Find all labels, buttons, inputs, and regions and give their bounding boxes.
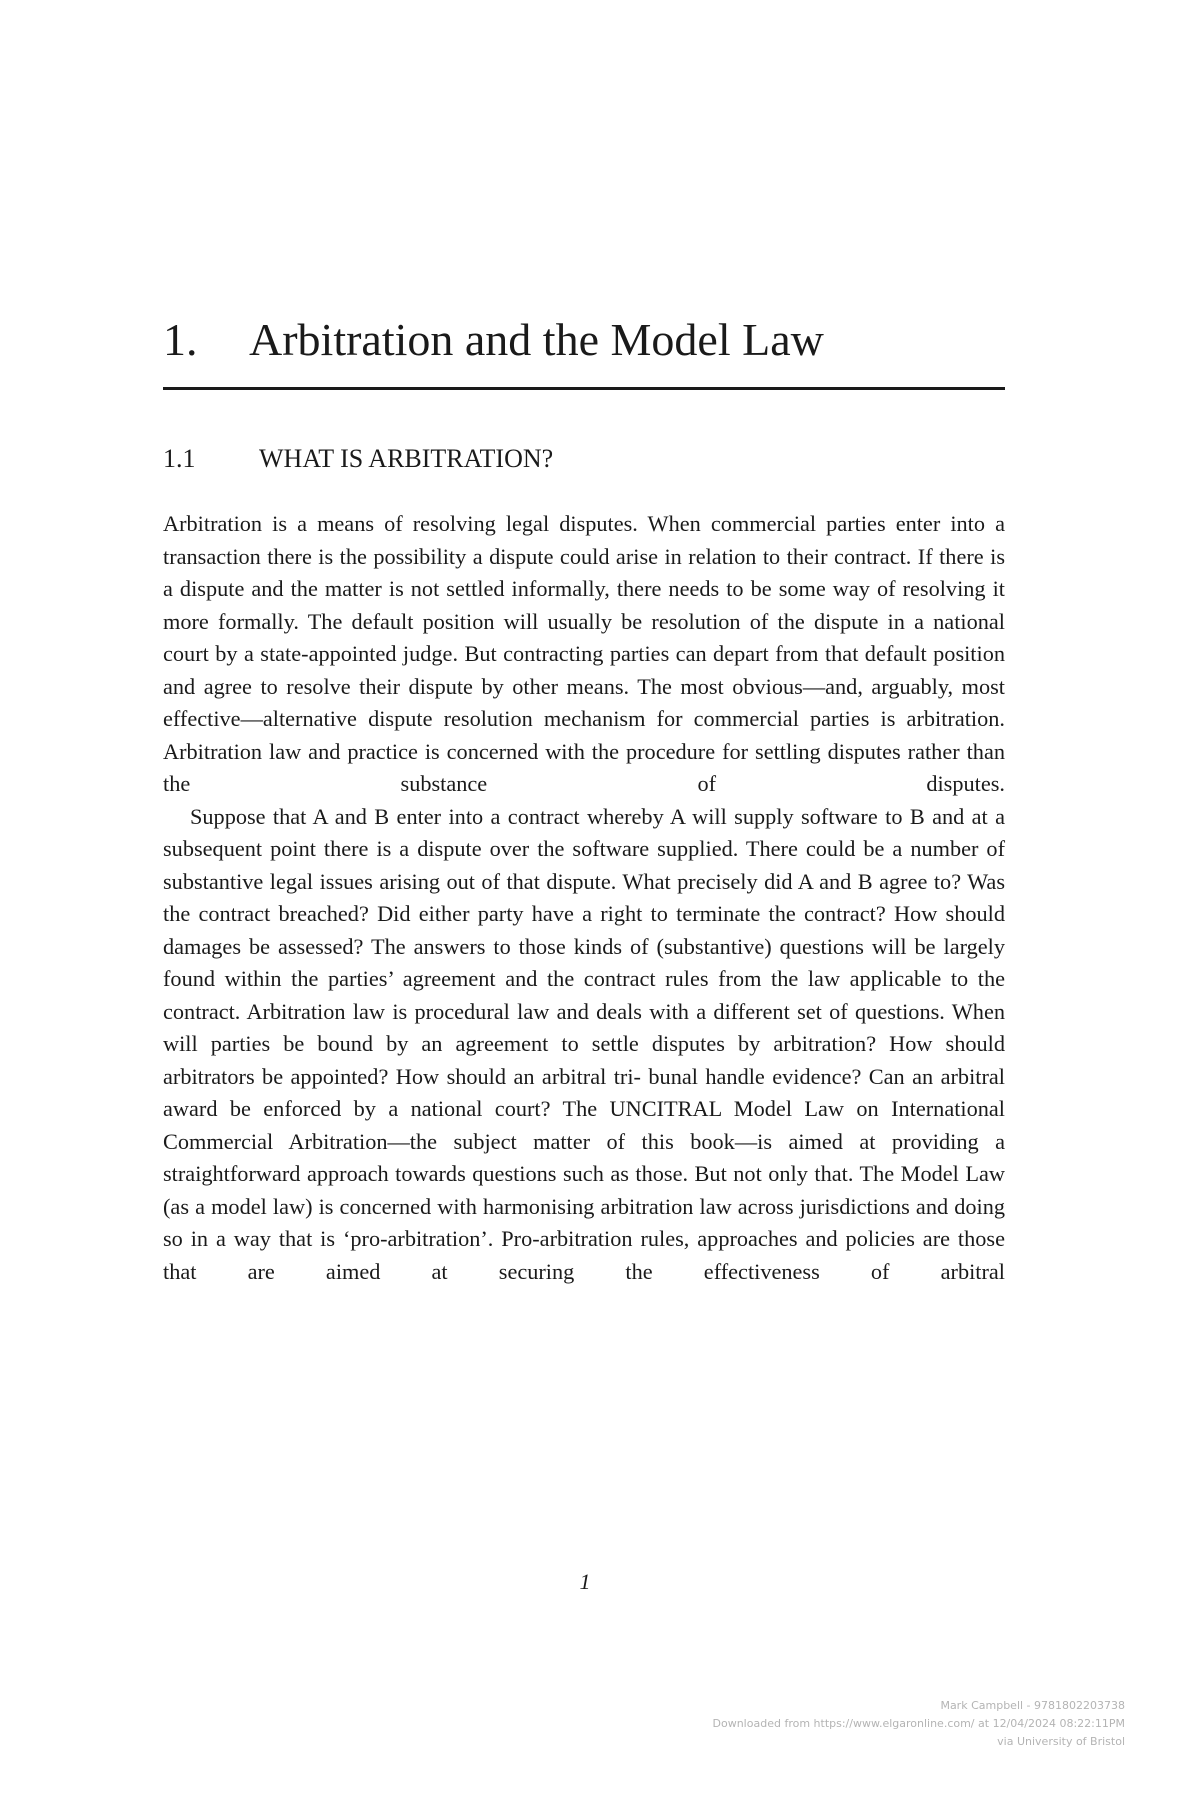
chapter-number: 1. — [163, 314, 198, 365]
watermark-author-line: Mark Campbell - 9781802203738 — [940, 1699, 1125, 1712]
watermark-download-line: Downloaded from https://www.elgaronline.com/ at 12/04/2024 08:22:11PM — [712, 1717, 1125, 1730]
watermark-institution-line: via University of Bristol — [997, 1735, 1125, 1748]
body-text — [163, 508, 1005, 1288]
section-heading — [163, 442, 553, 476]
chapter-title — [163, 312, 1005, 368]
page-number: 1 — [579, 1569, 591, 1594]
section-title: WHAT IS ARBITRATION? — [259, 444, 554, 473]
section-number: 1.1 — [163, 444, 196, 473]
chapter-title-rule — [163, 387, 1005, 390]
download-watermark — [713, 1697, 1125, 1751]
paragraph: Suppose that A and B enter into a contract whereby A will supply software to B and at a subsequent point there is a dispute over the software supplied. There could be a number of substantive legal issues arising out of that dispute. What precisely did A and B agree to? Was the contract breached? Did either party have a right to terminate the contract? How should damages be assessed? The answers to those kinds of (substantive) questions will be largely found within the parties’ agreement and the contract rules from the law applicable to the contract. Arbitration law is procedural law and deals with a different set of questions. When will parties be bound by an agreement to settle disputes by arbitration? How should arbitrators be appointed? How should an arbitral tri- bunal handle evidence? Can an arbitral award be enforced by a national court? The UNCITRAL Model Law on International Commercial Arbitration—the subject matter of this book—is aimed at providing a straightforward approach towards questions such as those. But not only that. The Model Law (as a model law) is concerned with harmonising arbitration law across jurisdictions and doing so in a way that is ‘pro-arbitration’. Pro-arbitration rules, approaches and policies are those that are aimed at securing the effectiveness of arbitral — [163, 803, 1005, 1284]
paragraph: Arbitration is a means of resolving legal disputes. When commercial parties enter into a transaction there is the possibility a dispute could arise in relation to their contract. If there is a dispute and the matter is not settled informally, there needs to be some way of resolving it more formally. The default position will usually be resolution of the dispute in a national court by a state-appointed judge. But contracting parties can depart from that default position and agree to resolve their dispute by other means. The most obvious—and, arguably, most effective—alternative dispute resolution mechanism for commercial parties is arbitration. Arbitration law and practice is concerned with the procedure for settling disputes rather than the substance of disputes. — [163, 511, 1005, 796]
chapter-title-text: Arbitration and the Model Law — [249, 314, 824, 365]
